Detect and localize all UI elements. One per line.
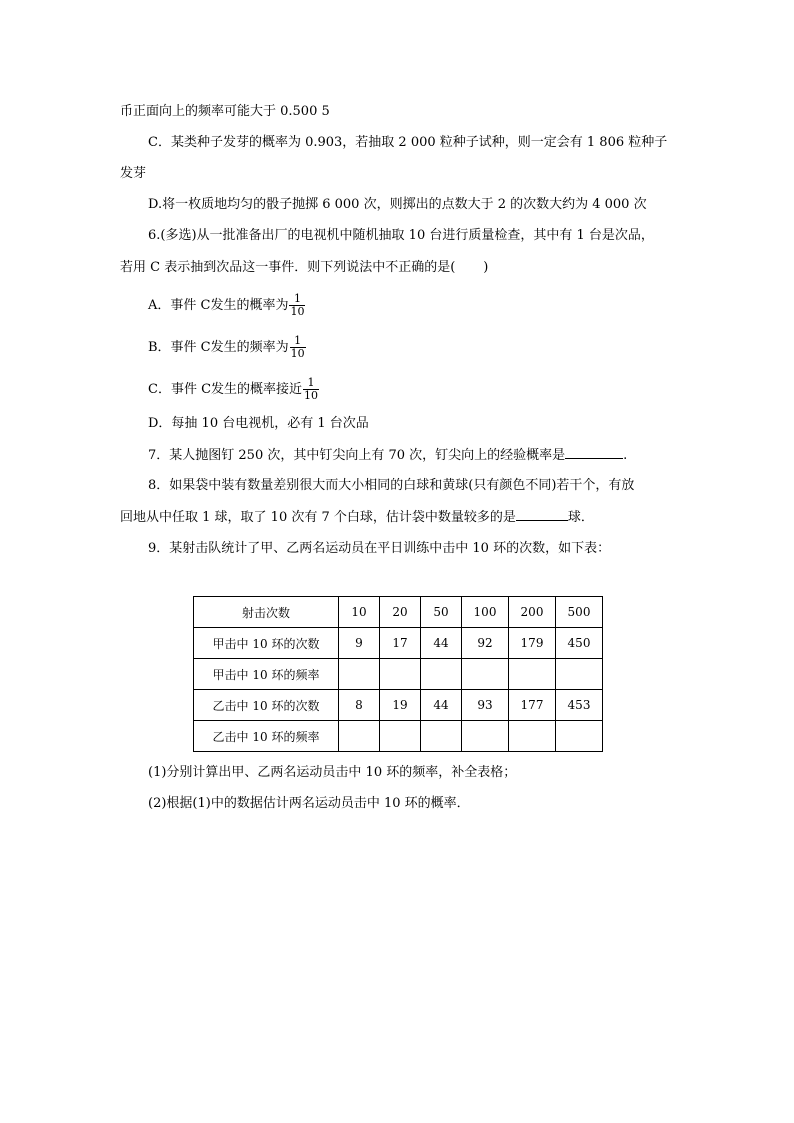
- table-cell: 177: [509, 690, 556, 721]
- table-cell: 8: [339, 690, 380, 721]
- table-cell: 44: [421, 628, 462, 659]
- fraction-one-tenth: [289, 293, 305, 318]
- table-cell: 179: [509, 628, 556, 659]
- table-cell: [339, 721, 380, 752]
- question-7-text: 7．某人抛图钉 250 次，其中钉尖向上有 70 次，钉尖向上的经验概率是: [148, 448, 566, 463]
- table-cell: [556, 659, 603, 690]
- table-cell: 453: [556, 690, 603, 721]
- table-header-cell: 200: [509, 597, 556, 628]
- table-cell: 93: [462, 690, 509, 721]
- table-cell: 17: [380, 628, 421, 659]
- table-cell: 9: [339, 628, 380, 659]
- option-d-text: D.将一枚质地均匀的骰子抛掷 6 000 次，则掷出的点数大于 2 的次数大约为 4 000 次: [148, 197, 647, 212]
- table-header-cell: 10: [339, 597, 380, 628]
- option-d: D．每抽 10 台电视机，必有 1 台次品: [148, 416, 369, 431]
- table-cell: 甲击中 10 环的次数: [194, 628, 339, 659]
- answer-blank: [516, 508, 568, 521]
- fraction-denominator: 10: [290, 347, 305, 360]
- option-b-label: B．事件 C发生的频率为: [148, 340, 289, 355]
- table-row: [194, 690, 603, 721]
- table-cell: [462, 721, 509, 752]
- fraction-denominator: 10: [304, 389, 319, 402]
- option-a: [148, 293, 305, 318]
- option-c: [148, 377, 319, 402]
- sub-question-1: (1)分别计算出甲、乙两名运动员击中 10 环的频率，补全表格；: [148, 765, 517, 780]
- table-header-cell: 射击次数: [194, 597, 339, 628]
- question-6-stem: 若用 C 表示抽到次品这一事件．则下列说法中不正确的是(: [120, 260, 456, 275]
- fraction-numerator: 1: [289, 293, 305, 306]
- shooting-table: [193, 596, 603, 752]
- fraction-denominator: 10: [290, 305, 305, 318]
- table-cell: 92: [462, 628, 509, 659]
- table-cell: 乙击中 10 环的次数: [194, 690, 339, 721]
- question-7: [148, 446, 627, 465]
- table-cell: [421, 721, 462, 752]
- table-row: [194, 721, 603, 752]
- table-row: [194, 628, 603, 659]
- table-cell: 450: [556, 628, 603, 659]
- question-8-end: 球．: [567, 510, 594, 525]
- table-cell: 19: [380, 690, 421, 721]
- fraction-one-tenth: [290, 335, 306, 360]
- table-header-cell: 20: [380, 597, 421, 628]
- table-cell: [380, 659, 421, 690]
- fraction-numerator: 1: [303, 377, 319, 390]
- fraction-one-tenth: [303, 377, 319, 402]
- table-cell: 甲击中 10 环的频率: [194, 659, 339, 690]
- text-line: 发芽: [120, 166, 147, 181]
- table-cell: 乙击中 10 环的频率: [194, 721, 339, 752]
- question-8-text: 8．如果袋中装有数量差别很大而大小相同的白球和黄球(只有颜色不同)若干个，有放: [148, 478, 635, 493]
- table-cell: [509, 659, 556, 690]
- table-header-cell: 100: [462, 597, 509, 628]
- option-b: [148, 335, 306, 360]
- sub-question-2: (2)根据(1)中的数据估计两名运动员击中 10 环的概率．: [148, 796, 470, 811]
- table-header-row: [194, 597, 603, 628]
- question-9-text: 9．某射击队统计了甲、乙两名运动员在平日训练中击中 10 环的次数，如下表：: [148, 541, 611, 556]
- table-cell: [339, 659, 380, 690]
- question-6-text: 6.(多选)从一批准备出厂的电视机中随机抽取 10 台进行质量检查，其中有 1 台是次品，: [148, 228, 654, 243]
- period: .: [623, 448, 628, 463]
- option-c-text: C．某类种子发芽的概率为 0.903，若抽取 2 000 粒种子试种，则一定会有 1 806 粒种子: [148, 135, 668, 150]
- text-line: 币正面向上的频率可能大于 0.500 5: [120, 104, 330, 119]
- answer-blank: [565, 446, 623, 459]
- table-cell: [421, 659, 462, 690]
- table-cell: [509, 721, 556, 752]
- option-c-label: C．事件 C发生的概率接近: [148, 382, 303, 397]
- table-cell: [556, 721, 603, 752]
- fraction-numerator: 1: [290, 335, 306, 348]
- table-row: [194, 659, 603, 690]
- option-a-label: A．事件 C发生的概率为: [148, 298, 289, 313]
- table-cell: 44: [421, 690, 462, 721]
- table-header-cell: 500: [556, 597, 603, 628]
- question-8-continued: [120, 508, 594, 527]
- closing-paren: ): [483, 260, 489, 275]
- table-cell: [462, 659, 509, 690]
- question-8-stem: 回地从中任取 1 球，取了 10 次有 7 个白球，估计袋中数量较多的是: [120, 510, 516, 525]
- table-cell: [380, 721, 421, 752]
- table-header-cell: 50: [421, 597, 462, 628]
- question-6-continued: [120, 259, 488, 277]
